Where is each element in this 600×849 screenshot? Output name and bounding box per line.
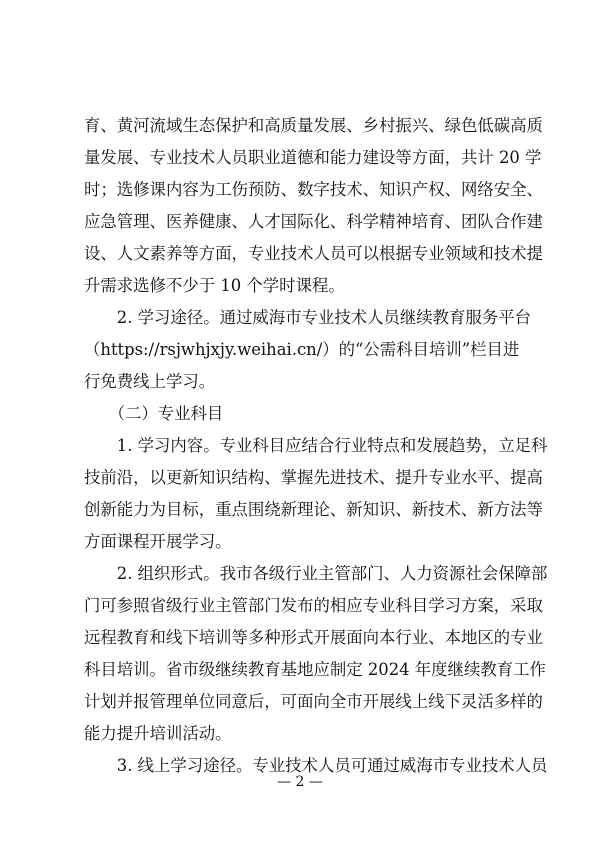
text-line: 应急管理、医养健康、人才国际化、科学精神培育、团队合作建	[84, 212, 543, 231]
section-heading: （二）专业科目	[84, 404, 224, 423]
text-line: 升需求选修不少于 10 个学时课程。	[84, 276, 345, 295]
text-line: 育、黄河流域生态保护和高质量发展、乡村振兴、绿色低碳高质	[84, 116, 543, 135]
text-line: 科目培训。省市级继续教育基地应制定 2024 年度继续教育工作	[84, 660, 546, 679]
text-line: 技前沿，以更新知识结构、掌握先进技术、提升专业水平、提高	[84, 468, 543, 487]
text-line: 创新能力为目标，重点围绕新理论、新知识、新技术、新方法等	[84, 500, 543, 519]
page-number: — 2 —	[277, 774, 323, 790]
text-line: 1. 学习内容。专业科目应结合行业特点和发展趋势，立足科	[84, 436, 548, 455]
text-line: 计划并报管理单位同意后，可面向全市开展线上线下灵活多样的	[84, 692, 543, 711]
text-line: 行免费线上学习。	[84, 372, 216, 391]
text-line: 远程教育和线下培训等多种形式开展面向本行业、本地区的专业	[84, 628, 543, 647]
text-line: 2. 学习途径。通过威海市专业技术人员继续教育服务平台	[84, 308, 532, 327]
text-line: 方面课程开展学习。	[84, 532, 232, 551]
text-line: 量发展、专业技术人员职业道德和能力建设等方面，共计 20 学	[84, 148, 542, 167]
text-line: （https://rsjwhjxjy.weihai.cn/）的“公需科目培训”栏目进	[84, 340, 520, 359]
text-line: 3. 线上学习途径。专业技术人员可通过威海市专业技术人员	[84, 756, 548, 775]
text-line: 时；选修课内容为工伤预防、数字技术、知识产权、网络安全、	[84, 180, 543, 199]
text-line: 能力提升培训活动。	[84, 724, 232, 743]
text-line: 2. 组织形式。我市各级行业主管部门、人力资源社会保障部	[84, 564, 548, 583]
text-line: 设、人文素养等方面，专业技术人员可以根据专业领域和技术提	[84, 244, 543, 263]
text-line: 门可参照省级行业主管部门发布的相应专业科目学习方案，采取	[84, 596, 543, 615]
